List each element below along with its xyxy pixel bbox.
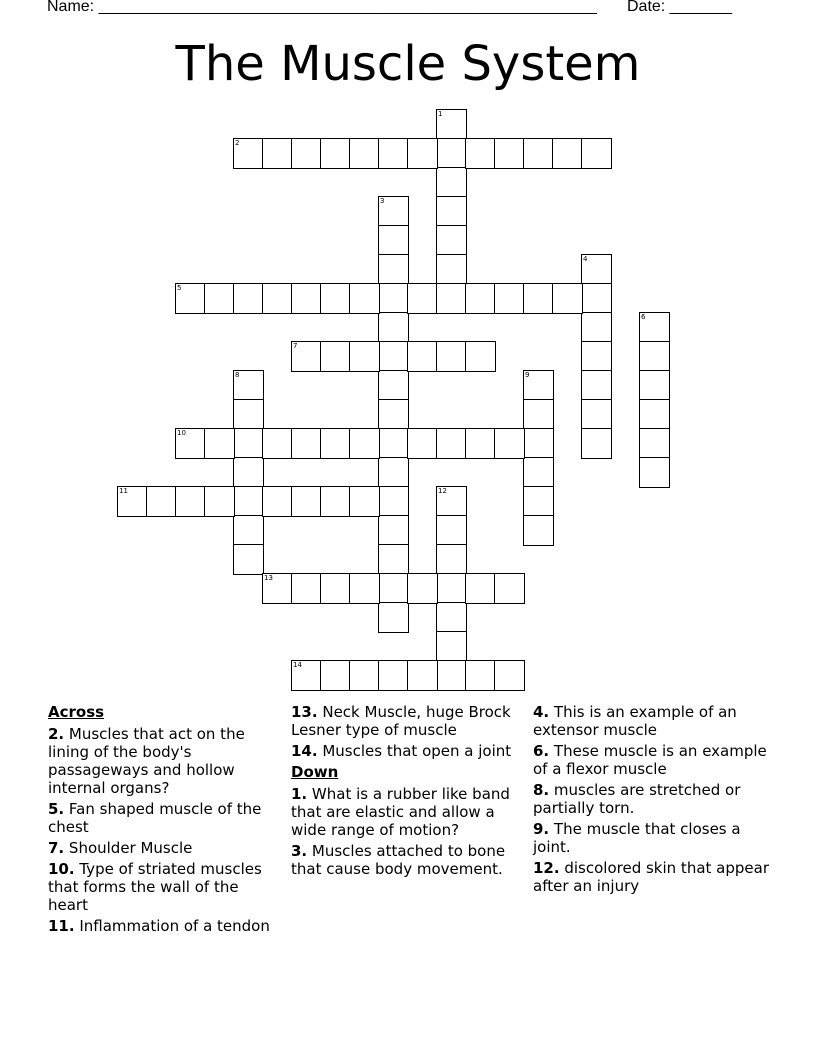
clue-text: Shoulder Muscle [68, 839, 193, 857]
clue-number: 5. [48, 800, 65, 818]
grid-cell[interactable] [465, 341, 496, 372]
cell-number: 4 [583, 255, 588, 263]
clue-number: 8. [533, 781, 550, 799]
grid-cell[interactable] [639, 312, 670, 343]
grid-cell[interactable] [291, 486, 322, 517]
clue-text: discolored skin that appear after an injury [533, 859, 769, 895]
clue-text: Inflammation of a tendon [79, 917, 270, 935]
grid-cell[interactable] [523, 486, 554, 517]
grid-cell[interactable] [581, 138, 612, 169]
cell-number: 9 [525, 371, 530, 379]
grid-cell[interactable] [436, 660, 467, 691]
grid-cell[interactable] [349, 283, 380, 314]
grid-cell[interactable] [494, 428, 525, 459]
grid-cell[interactable] [581, 283, 612, 314]
grid-cell[interactable] [436, 573, 467, 604]
clue-text: Muscles that act on the lining of the body's passageways and hollow internal organs? [48, 725, 245, 797]
clue-across-14 [291, 742, 516, 760]
across-clue-list-a [48, 725, 273, 935]
clue-column-3 [533, 703, 773, 898]
grid-cell[interactable] [436, 254, 467, 285]
grid-cell[interactable] [465, 660, 496, 691]
clue-text: Muscles attached to bone that cause body movement. [291, 842, 506, 878]
grid-cell[interactable] [552, 138, 583, 169]
grid-cell[interactable] [494, 660, 525, 691]
grid-cell[interactable] [291, 660, 322, 691]
grid-cell[interactable] [378, 515, 409, 546]
cell-number: 1 [438, 110, 443, 118]
clue-across-10 [48, 860, 273, 914]
grid-cell[interactable] [523, 428, 554, 459]
clue-down-4 [533, 703, 773, 739]
grid-cell[interactable] [204, 486, 235, 517]
cell-number: 12 [438, 487, 447, 495]
grid-cell[interactable] [233, 486, 264, 517]
grid-cell[interactable] [320, 138, 351, 169]
grid-cell[interactable] [378, 370, 409, 401]
grid-cell[interactable] [436, 225, 467, 256]
clue-across-2 [48, 725, 273, 797]
clue-down-3 [291, 842, 516, 878]
name-line[interactable]: ________________________________________________________ [98, 0, 597, 15]
grid-cell[interactable] [349, 428, 380, 459]
grid-cell[interactable] [581, 254, 612, 285]
clue-across-11 [48, 917, 273, 935]
grid-cell[interactable] [262, 573, 293, 604]
grid-cell[interactable] [349, 138, 380, 169]
grid-cell[interactable] [378, 544, 409, 575]
clue-number: 9. [533, 820, 550, 838]
grid-cell[interactable] [639, 428, 670, 459]
grid-cell[interactable] [291, 428, 322, 459]
grid-cell[interactable] [436, 341, 467, 372]
page-title: The Muscle System [175, 36, 641, 92]
grid-cell[interactable] [378, 196, 409, 227]
grid-cell[interactable] [436, 486, 467, 517]
grid-cell[interactable] [436, 167, 467, 198]
down-clue-list-b [533, 703, 773, 895]
grid-cell[interactable] [320, 283, 351, 314]
grid-cell[interactable] [378, 660, 409, 691]
grid-cell[interactable] [291, 573, 322, 604]
clue-number: 10. [48, 860, 75, 878]
clue-number: 4. [533, 703, 550, 721]
cell-number: 6 [641, 313, 646, 321]
down-clue-list-a [291, 785, 516, 878]
clue-number: 7. [48, 839, 65, 857]
grid-cell[interactable] [407, 428, 438, 459]
grid-cell[interactable] [378, 341, 409, 372]
grid-cell[interactable] [494, 283, 525, 314]
clue-text: Fan shaped muscle of the chest [48, 800, 262, 836]
grid-cell[interactable] [436, 109, 467, 140]
grid-cell[interactable] [233, 283, 264, 314]
cell-number: 3 [380, 197, 385, 205]
clue-down-8 [533, 781, 773, 817]
grid-cell[interactable] [552, 283, 583, 314]
grid-cell[interactable] [378, 254, 409, 285]
grid-cell[interactable] [407, 283, 438, 314]
grid-cell[interactable] [233, 399, 264, 430]
cell-number: 7 [293, 342, 298, 350]
grid-cell[interactable] [320, 341, 351, 372]
clue-number: 14. [291, 742, 318, 760]
grid-cell[interactable] [436, 631, 467, 662]
grid-cell[interactable] [175, 283, 206, 314]
grid-cell[interactable] [349, 573, 380, 604]
grid-cell[interactable] [262, 428, 293, 459]
clue-down-1 [291, 785, 516, 839]
grid-cell[interactable] [436, 544, 467, 575]
grid-cell[interactable] [378, 457, 409, 488]
grid-cell[interactable] [262, 486, 293, 517]
down-heading: Down [291, 763, 339, 781]
clue-number: 11. [48, 917, 75, 935]
across-heading: Across [48, 703, 105, 721]
grid-cell[interactable] [465, 428, 496, 459]
cell-number: 5 [177, 284, 182, 292]
grid-cell[interactable] [436, 428, 467, 459]
clue-text: This is an example of an extensor muscle [533, 703, 737, 739]
clue-number: 3. [291, 842, 308, 860]
grid-cell[interactable] [639, 341, 670, 372]
grid-cell[interactable] [233, 138, 264, 169]
grid-cell[interactable] [639, 370, 670, 401]
grid-cell[interactable] [233, 544, 264, 575]
grid-cell[interactable] [320, 660, 351, 691]
cell-number: 11 [119, 487, 128, 495]
grid-cell[interactable] [378, 602, 409, 633]
grid-cell[interactable] [378, 283, 409, 314]
clue-number: 13. [291, 703, 318, 721]
grid-cell[interactable] [378, 428, 409, 459]
date-label: Date: [627, 0, 666, 15]
clue-text: What is a rubber like band that are elastic and allow a wide range of motion? [291, 785, 510, 839]
clue-text: Muscles that open a joint [322, 742, 512, 760]
grid-cell[interactable] [581, 370, 612, 401]
grid-cell[interactable] [581, 341, 612, 372]
grid-cell[interactable] [436, 138, 467, 169]
grid-cell[interactable] [378, 486, 409, 517]
name-label: Name: [47, 0, 95, 15]
grid-cell[interactable] [204, 428, 235, 459]
grid-cell[interactable] [349, 486, 380, 517]
grid-cell[interactable] [349, 341, 380, 372]
clue-across-5 [48, 800, 273, 836]
date-line[interactable]: _______ [669, 0, 732, 15]
grid-cell[interactable] [320, 486, 351, 517]
grid-cell[interactable] [494, 573, 525, 604]
grid-cell[interactable] [349, 660, 380, 691]
grid-cell[interactable] [523, 370, 554, 401]
grid-cell[interactable] [639, 457, 670, 488]
grid-cell[interactable] [407, 138, 438, 169]
grid-cell[interactable] [320, 573, 351, 604]
grid-cell[interactable] [581, 428, 612, 459]
grid-cell[interactable] [407, 573, 438, 604]
grid-cell[interactable] [378, 399, 409, 430]
grid-cell[interactable] [523, 138, 554, 169]
clue-across-13 [291, 703, 516, 739]
across-clue-list-b [291, 703, 516, 760]
clue-number: 1. [291, 785, 308, 803]
grid-cell[interactable] [465, 573, 496, 604]
grid-cell[interactable] [436, 196, 467, 227]
clue-column-1 [48, 703, 273, 938]
grid-cell[interactable] [378, 138, 409, 169]
grid-cell[interactable] [204, 283, 235, 314]
clue-column-2 [291, 703, 516, 881]
clue-number: 12. [533, 859, 560, 877]
grid-cell[interactable] [291, 283, 322, 314]
grid-cell[interactable] [465, 138, 496, 169]
cell-number: 13 [264, 574, 273, 582]
grid-cell[interactable] [378, 573, 409, 604]
grid-cell[interactable] [233, 515, 264, 546]
grid-cell[interactable] [146, 486, 177, 517]
clue-number: 2. [48, 725, 65, 743]
clue-number: 6. [533, 742, 550, 760]
clue-text: The muscle that closes a joint. [533, 820, 741, 856]
grid-cell[interactable] [175, 486, 206, 517]
grid-cell[interactable] [407, 341, 438, 372]
grid-cell[interactable] [320, 428, 351, 459]
cell-number: 2 [235, 139, 240, 147]
cell-number: 10 [177, 429, 186, 437]
grid-cell[interactable] [436, 515, 467, 546]
grid-cell[interactable] [639, 399, 670, 430]
clue-across-7 [48, 839, 273, 857]
cell-number: 14 [293, 661, 302, 669]
cell-number: 8 [235, 371, 240, 379]
grid-cell[interactable] [291, 341, 322, 372]
grid-cell[interactable] [523, 457, 554, 488]
grid-cell[interactable] [291, 138, 322, 169]
clue-down-12 [533, 859, 773, 895]
grid-cell[interactable] [233, 428, 264, 459]
grid-cell[interactable] [407, 660, 438, 691]
clue-text: muscles are stretched or partially torn. [533, 781, 741, 817]
clue-down-6 [533, 742, 773, 778]
grid-cell[interactable] [581, 312, 612, 343]
grid-cell[interactable] [175, 428, 206, 459]
grid-cell[interactable] [523, 283, 554, 314]
clue-text: Neck Muscle, huge Brock Lesner type of muscle [291, 703, 511, 739]
grid-cell[interactable] [233, 457, 264, 488]
grid-cell[interactable] [378, 312, 409, 343]
grid-cell[interactable] [233, 370, 264, 401]
grid-cell[interactable] [436, 283, 467, 314]
grid-cell[interactable] [523, 399, 554, 430]
grid-cell[interactable] [436, 602, 467, 633]
grid-cell[interactable] [378, 225, 409, 256]
grid-cell[interactable] [262, 138, 293, 169]
grid-cell[interactable] [523, 515, 554, 546]
clue-down-9 [533, 820, 773, 856]
grid-cell[interactable] [494, 138, 525, 169]
clue-text: Type of striated muscles that forms the wall of the heart [48, 860, 262, 914]
clue-text: These muscle is an example of a flexor muscle [533, 742, 767, 778]
grid-cell[interactable] [581, 399, 612, 430]
grid-cell[interactable] [465, 283, 496, 314]
grid-cell[interactable] [117, 486, 148, 517]
grid-cell[interactable] [262, 283, 293, 314]
